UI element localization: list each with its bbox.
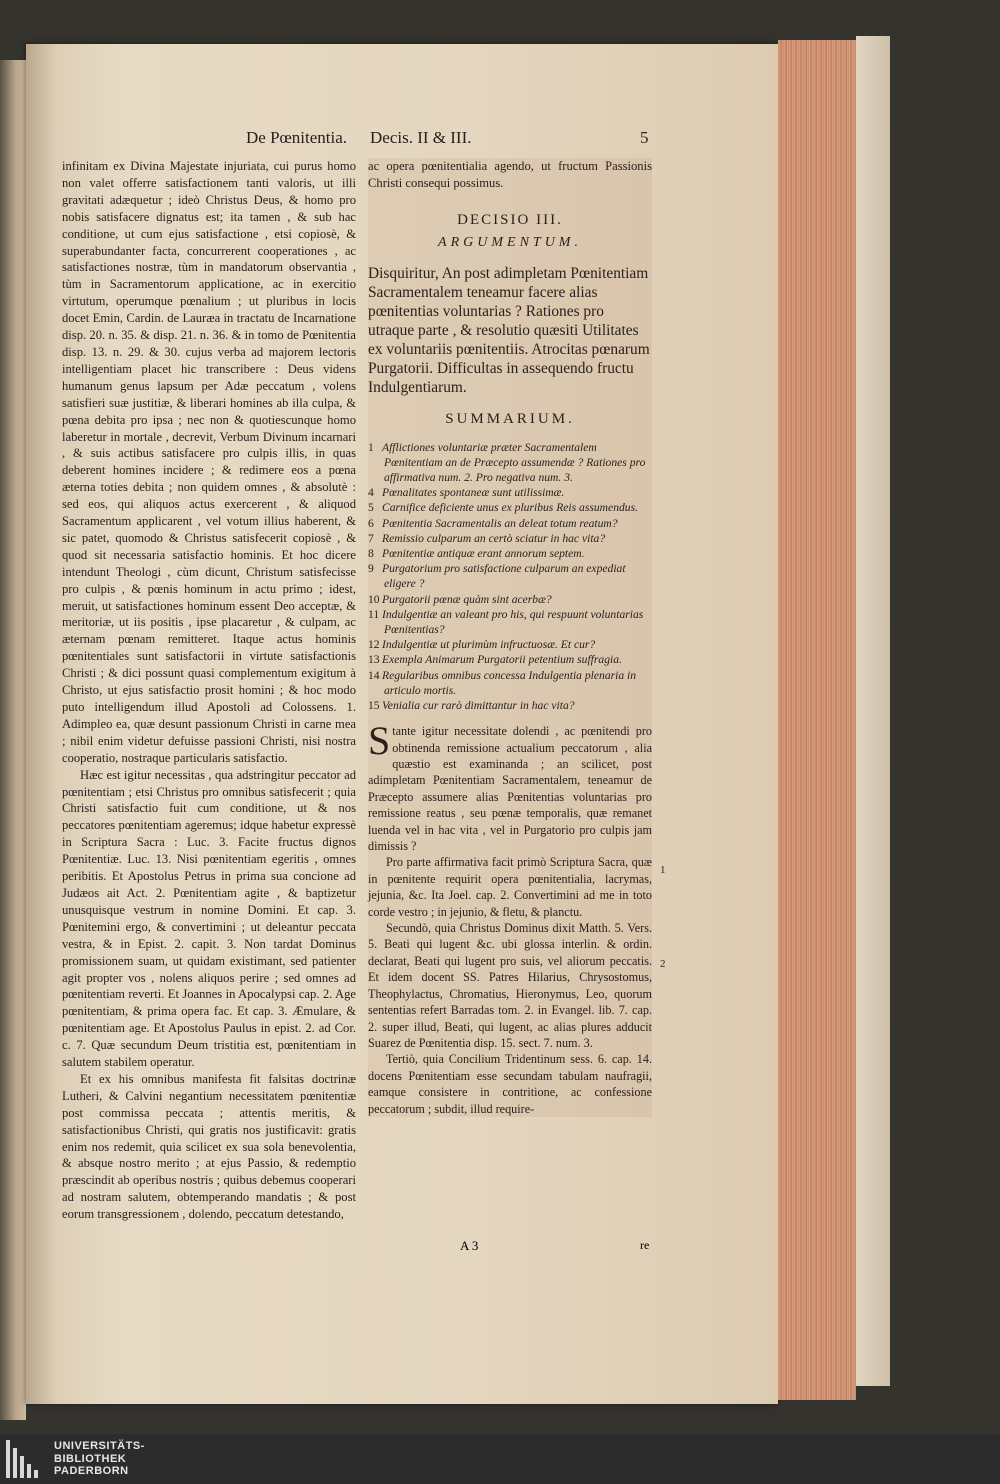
summarium-item-number: 11 [368,607,380,621]
library-footer [0,1434,1000,1484]
argumentum-text: Disquiritur, An post adimpletam Pœnitentiam Sacramentalem teneamur facere alias pœnitentias voluntarias ? Rationes pro utraque parte , & resolutio quæsiti Utilitates ex voluntariis pœnitentiis. Atrocitas pœnarum Purgatorii. Difficultas in assequendo fructu Indulgentiarum. [368,264,650,396]
body-paragraph-1: tante igitur necessitate dolendi , ac pœnitendi pro obtinenda remissione actualium peccatorum , alia quæstio est examinanda ; an scilicet, post adimpletam Pœnitentiam Sacramentalem, teneamur de Præcepto assumere alias Pœnitentias voluntarias pro remissione reatus , seu pœnæ temporalis, quæ remanet luenda vel in hac vita , vel in Purgatorio pro culpis jam dimissis ? [368,724,652,854]
body-paragraph-3: Secundò, quia Christus Dominus dixit Matth. 5. Vers. 5. Beati qui lugent &c. ubi glossa interlin. & ordin. declarat, Beati qui lugent pro suis, vel aliorum peccatis. Et idem docent SS. Patres Hilarius, Chrysostomus, Theophylactus, Chromatius, Hieronymus, Leo, quorum sententias refert Barradas tom. 2. in Evangel. lib. 7. cap. 2. super illud, Beati, qui lugent, ac alias plures adducit Suarez de Pœnitentia disp. 15. sect. 7. num. 3. [368,921,652,1050]
body-paragraph-4: Tertiò, quia Concilium Tridentinum sess. 6. cap. 14. docens Pœnitentiam esse secundam tabulam naufragii, eamque consistere in contritione, ac confessione peccatorum ; subdit, illud require- [368,1052,652,1116]
running-head-center: Decis. II & III. [370,128,472,147]
summarium-item [368,668,652,698]
summarium-item [368,485,652,500]
summarium-item-text: Indulgentiæ an valeant pro his, qui respuunt voluntarias Pœnitentias? [382,607,644,636]
summarium-item-text: Carnifice deficiente unus ex pluribus Reis assumendus. [382,501,638,515]
summarium-item-number: 14 [368,668,380,682]
body-paragraph-2: Pro parte affirmativa facit primò Scriptura Sacra, quæ in pœnitente requirit opera pœnitentialia, lacrymas, jejunia, &c. Ita Joel. cap. 2. Convertimini ad me in toto corde vestro ; in jejunio, & fletu, & planctu. [368,855,652,919]
summarium-item-text: Indulgentiæ ut plurimùm infructuosæ. Et cur? [382,638,596,652]
argumentum-heading: ARGUMENTUM. [438,234,582,250]
library-name-line-1: UNIVERSITÄTS- [54,1440,145,1452]
summarium-item [368,546,652,561]
summarium-item-number: 1 [368,440,374,454]
summarium-list [368,440,652,714]
summarium-item-number: 7 [368,531,374,545]
left-column [62,158,356,1223]
summarium-item-number: 9 [368,562,374,576]
summarium-item [368,561,652,591]
summarium-item-text: Pœnitentia Sacramentalis an deleat totum reatum? [382,516,618,530]
summarium-item-text: Purgatorii pœnæ quàm sint acerbæ? [382,592,552,606]
margin-note-2: 2 [660,958,666,970]
left-paragraph-1: infinitam ex Divina Majestate injuriata, cui purus homo non valet offerre satisfactionem tanti valoris, ut illi gravitati adæquetur ; ideò Christus Deus, & homo pro nobis satisfacere dignatus est; ita tamen , & sub hac conditione, ut cum ejus satisfactione , etsi copiosè, & superabundanter facta, concurrerent cooperationes , ac satisfactiones nostræ, tùm in mandatorum observantia , tùm in Sacramentorum applicatione, ac in exercitio virtutum, operumque pœnalium ; ut pluribus in locis docet Emin, Cardin. de Lauræa in tractatu de Incarnatione disp. 20. n. 35. & disp. 21. n. 36. & in tomo de Pœnitentia disp. 13. n. 29. & 30. cujus verba ad majorem lectoris intelligentiam placet hic transcribere : Deus videns humanum genus lapsum per Adæ peccatum , volens satisfieri suæ justitiæ, & liberari homines ab illa culpa, & pœna debita pro ipsa ; nec non & quotiescunque homo laberetur in mortale , decrevit, Verbum Divinum incarnari , & suis actibus satisfacere pro culpis illis, in quas deberent homines incidere ; & redimere eos a pœna æterna toties debita ; non quidem omnes , & absolutè : sed eos, qui aliquos actus exercerent , & aliquod Sacramentum applicarent , vel votum illius haberent, & sic patet, quomodo & Christus satisfecerit copiosè , & quod sit necessaria satisfactio hominis. Et hoc dicere intendunt Theologi , cùm dicunt, Christum satisfecisse pro culpis , & pœnis hominum in actu primo ; idest, meruit, ut satisfactiones hominum essent Deo acceptæ, & meritoriæ, ut iis positis , ipse placaretur , & culpam, ac æternam pœnam remitteret. Itaque actus hominis pœnitentiales sunt satisfactorii in virtute satisfactionis Christi ; & dici possunt quasi complementum exigitum à Christo, ut ejus satisfactio prosit homini ; & hoc modo puto intelligendum illud Apostoli ad Colossens. 1. Adimpleo ea, quæ desunt passionum Christi in carne mea ; nibil enim videtur defuisse passioni Christi, nisi nostra cooperatio, nostraque particularis satisfactio. [62,159,356,765]
summarium-item [368,592,652,607]
summarium-item [368,516,652,531]
right-column [368,158,652,1117]
drop-cap: S [368,718,391,764]
summarium-item [368,652,652,667]
decisio-heading: DECISIO III. [457,211,563,228]
right-intro: ac opera pœnitentialia agendo, ut fructum Passionis Christi consequi possimus. [368,159,652,190]
summarium-item-number: 5 [368,501,374,515]
summarium-item [368,500,652,515]
library-logo-icon [6,1440,46,1478]
decisio-body [368,718,652,1117]
library-name-line-3: PADERBORN [54,1465,129,1478]
summarium-item-number: 8 [368,546,374,560]
library-name-line-2: BIBLIOTHEK [54,1452,127,1465]
summarium-item-text: Purgatorium pro satisfactione culparum an expediat eligere ? [382,562,626,591]
summarium-item [368,637,652,652]
page-number: 5 [640,128,649,147]
summarium-item-text: Afflictiones voluntariæ præter Sacramentalem Pœnitentiam an de Præcepto assumendæ ? Rationes pro affirmativa num. 2. Pro negativa num. 3. [382,440,646,484]
left-paragraph-2: Hæc est igitur necessitas , qua adstringitur peccator ad pœnitentiam ; etsi Christus pro omnibus satisfecerit ; quia Christi satisfactio fuit cum conditione, ut & nos peccatores pœnitentiam ageremus; idque habetur expressè in Scriptura Sacra : Luc. 3. Facite fructus dignos Pœnitentiæ. Luc. 13. Nisi pœnitentiam egeritis , omnes peribitis. Et Apostolus Petrus in prima sua concione ad Judæos ait Act. 2. Pœnitentiam agite , & baptizetur unusquisque vestrum in nomine Domini. Et cap. 3. Pœnitemini ergo, & convertimini ; ut deleantur peccata vestra, & in Epist. 2. capit. 3. Non tardat Dominus promissionem suam, ut quidam existimant, sed patienter agit propter vos , nolens aliquos perire ; sed omnes ad pœnitentiam reverti. Et Joannes in Apocalypsi cap. 2. Age pœnitentiam, & prima opera fac. Et cap. 3. Æmulare, & pœnitentiam age. Et Apostolus Paulus in epist. 2. ad Cor. c. 7. Quæ secundum Deum tristitia est, pœnitentiam in salutem stabilem operatur. [62,767,356,1070]
page-block-edge [778,40,856,1400]
summarium-item-number: 15 [368,698,380,712]
summarium-item [368,698,652,713]
library-name [54,1440,145,1478]
summarium-item-number: 4 [368,486,374,500]
summarium-item-text: Regularibus omnibus concessa Indulgentia plenaria in articulo mortis. [382,668,637,697]
summarium-item-number: 10 [368,592,380,606]
summarium-item-number: 6 [368,516,374,530]
summarium-heading: SUMMARIUM. [445,410,575,427]
signature-mark: A 3 [460,1238,479,1253]
summarium-item [368,440,652,486]
summarium-item-text: Exempla Animarum Purgatorii petentium suffragia. [382,653,622,667]
cover-board [856,36,890,1386]
summarium-item-text: Pœnalitates spontaneæ sunt utilissimæ. [382,486,565,500]
previous-page-edge [0,60,26,1420]
summarium-item [368,531,652,546]
summarium-item-text: Pœnitentiæ antiquæ erant annorum septem. [382,546,585,560]
left-paragraph-3: Et ex his omnibus manifesta fit falsitas doctrinæ Lutheri, & Calvini negantium necessitatem pœnitentiæ post commissa peccata ; attentis meritis, & satisfactionibus Christi, qui gratis nos justificavit: gratis enim nos redemit, quia scilicet ex sua sola benevolentia, & absque nostro merito ; at ejus Passio, & redemptio præscindit ab operibus nostris ; quibus debemus cooperari ad nostram salutem, obtemperando mandatis ; & post eorum transgressionem , dolendo, peccatum detestando, [62,1071,356,1222]
summarium-item [368,607,652,637]
catchword: re [640,1238,650,1252]
summarium-item-text: Venialia cur rarò dimittantur in hac vita? [382,698,575,712]
running-head-left: De Pœnitentia. [246,128,348,147]
summarium-item-number: 12 [368,638,380,652]
summarium-item-number: 13 [368,653,380,667]
margin-note-1: 1 [660,864,666,876]
summarium-item-text: Remissio culparum an certò sciatur in hac vita? [382,531,606,545]
